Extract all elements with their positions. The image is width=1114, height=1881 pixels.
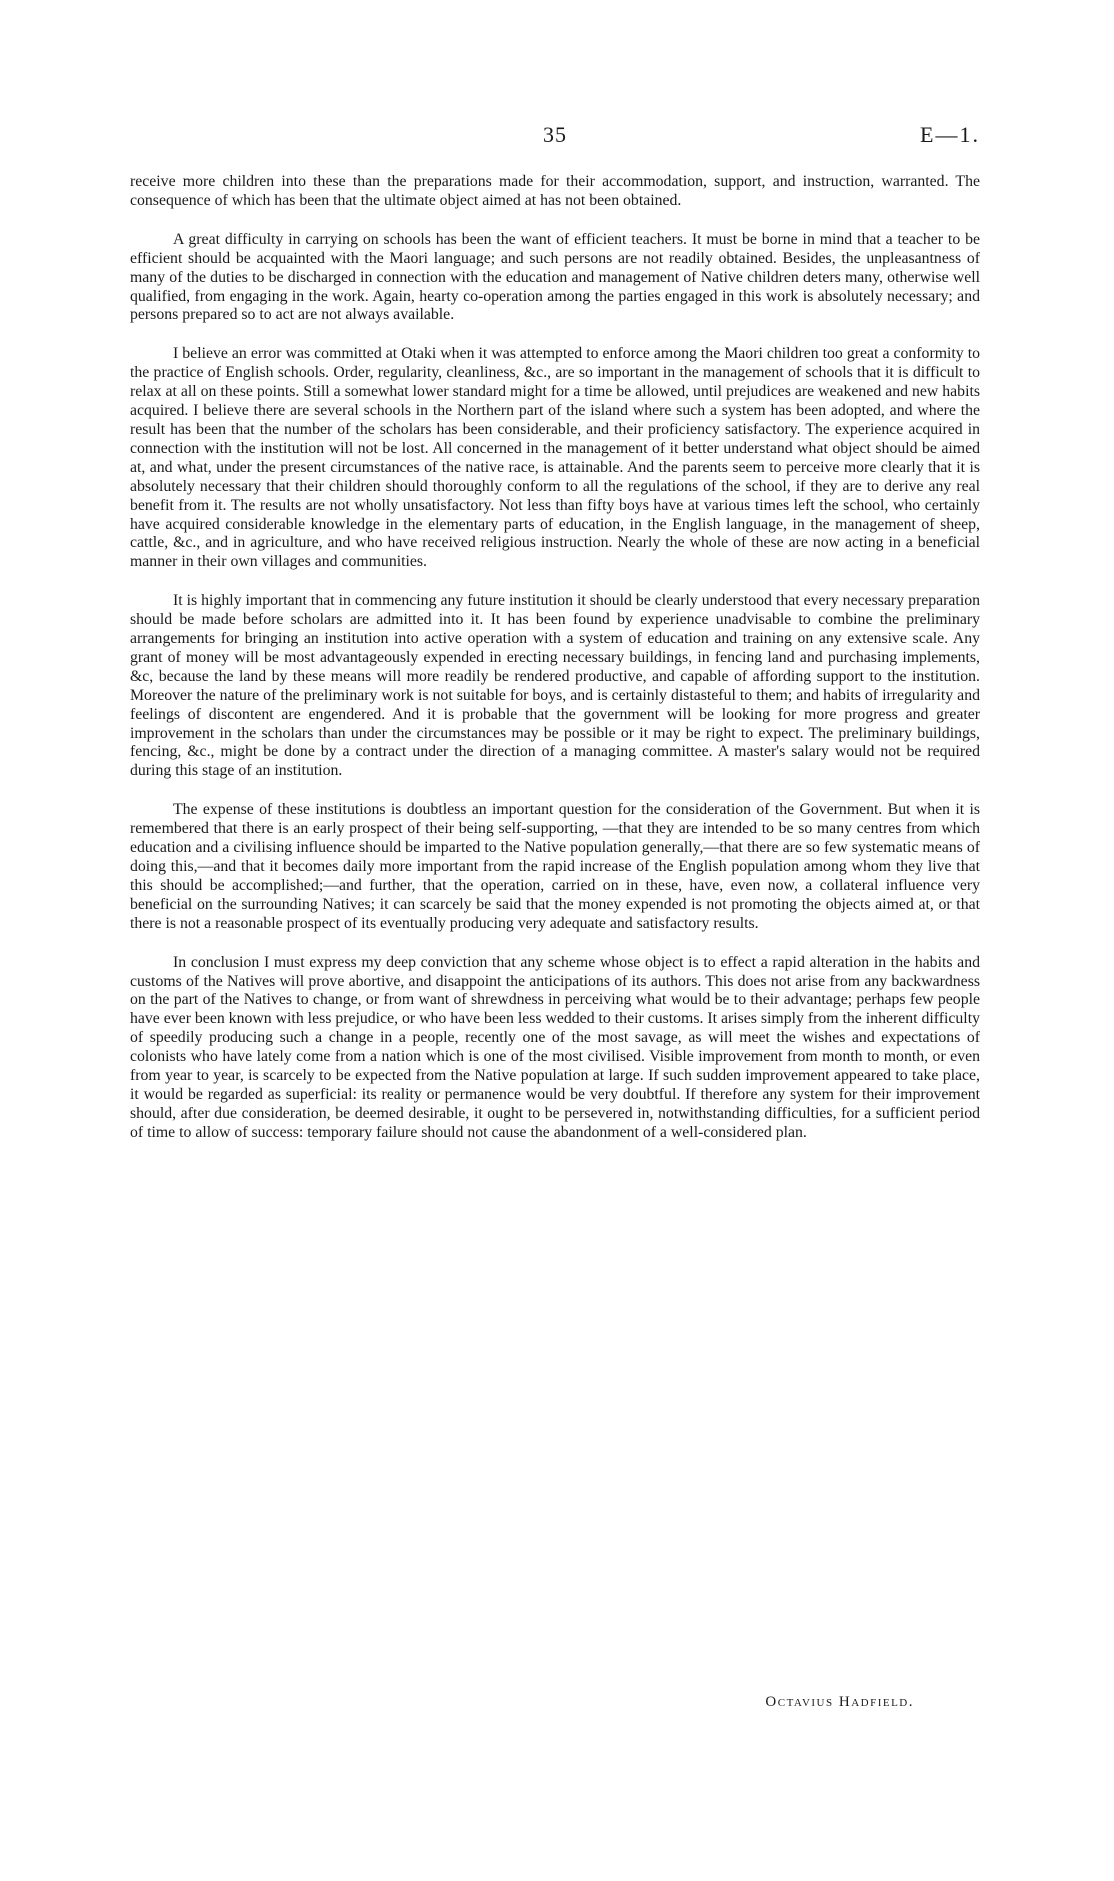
page-number: 35	[543, 122, 567, 147]
page-header	[130, 122, 980, 152]
paragraph-continuation: receive more children into these than the preparations made for their accommodation, support, and instruction, warranted. The consequence of which has been that the ultimate object aimed at has not been obtained.	[130, 173, 980, 209]
paragraph-conclusion: In conclusion I must express my deep conviction that any scheme whose object is to effect a rapid alteration in the habits and customs of the Natives will prove abortive, and disappoint the anticipations of its authors. This does not arise from any backwardness on the part of the Natives to change, or from want of shrewdness in perceiving what would be to their advantage; perhaps few people have ever been known with less prejudice, or who have been less wedded to their customs. It arises simply from the inherent difficulty of speedily producing such a change in a people, recently one of the most savage, as will meet the wishes and expectations of colonists who have lately come from a nation which is one of the most civilised. Visible improvement from month to month, or even from year to year, is scarcely to be expected from the Native population at large. If such sudden improvement appeared to take place, it would be regarded as superficial: its reality or permanence would be very doubtful. If therefore any system for their improvement should, after due consideration, be deemed desirable, it ought to be persevered in, notwithstanding difficulties, for a sufficient period of time to allow of success: temporary failure should not cause the abandonment of a well-considered plan.	[130, 953, 980, 1141]
paragraph-future-institution: It is highly important that in commencing any future institution it should be clearly understood that every necessary preparation should be made before scholars are admitted into it. It has been found by experience unadvisable to combine the preliminary arrangements for bringing an institution into active operation with a system of education and training on any extensive scale. Any grant of money will be most advantageously expended in erecting necessary buildings, in fencing land and purchasing implements, &c, because the land by these means will more readily be rendered productive, and capable of affording support to the institution. Moreover the nature of the preliminary work is not suitable for boys, and is certainly distasteful to them; and habits of irregularity and feelings of discontent are engendered. And it is probable that the government will be looking for more progress and greater improvement in the scholars than under the circumstances may be possible or it may be right to expect. The preliminary buildings, fencing, &c., might be done by a contract under the direction of a managing committee. A master's salary would not be required during this stage of an institution.	[130, 592, 980, 780]
body-text	[130, 173, 980, 1163]
paragraph-expense: The expense of these institutions is doubtless an important question for the consideration of the Government. But when it is remembered that there is an early prospect of their being self-supporting, —that they are intended to be so many centres from which education and a civilising influence should be imparted to the Native population generally,—that there are so few systematic means of doing this,—and that it becomes daily more important from the rapid increase of the English population among whom they live that this should be accomplished;—and further, that the operation, carried on in these, have, even now, a collateral influence very beneficial on the surrounding Natives; it can scarcely be said that the money expended is not promoting the objects aimed at, or that there is not a reasonable prospect of its eventually producing very adequate and satisfactory results.	[130, 801, 980, 932]
document-reference: E—1.	[920, 122, 980, 147]
signature: Octavius Hadfield.	[765, 1694, 914, 1710]
paragraph-otaki: I believe an error was committed at Otaki when it was attempted to enforce among the Maori children too great a conformity to the practice of English schools. Order, regularity, cleanliness, &c., are so important in the management of schools that it is difficult to relax at all on these points. Still a somewhat lower standard might for a time be allowed, until prejudices are weakened and new habits acquired. I believe there are several schools in the Northern part of the island where such a system has been adopted, and where the result has been that the number of the scholars has been considerable, and their proficiency satisfactory. The experience acquired in connection with the institution will not be lost. All concerned in the management of it better understand what object should be aimed at, and what, under the present circumstances of the native race, is attainable. And the parents seem to perceive more clearly that it is absolutely necessary that their children should thoroughly conform to all the regulations of the school, if they are to derive any real benefit from it. The results are not wholly unsatisfactory. Not less than fifty boys have at various times left the school, who certainly have acquired considerable knowledge in the elementary parts of education, in the English language, in the management of sheep, cattle, &c., and in agriculture, and who have received religious instruction. Nearly the whole of these are now acting in a beneficial manner in their own villages and communities.	[130, 345, 980, 571]
paragraph-teachers: A great difficulty in carrying on schools has been the want of efficient teachers. It must be borne in mind that a teacher to be efficient should be acquainted with the Maori language; and such persons are not readily obtained. Besides, the unpleasantness of many of the duties to be discharged in connection with the education and management of Native children deters many, otherwise well qualified, from engaging in the work. Again, hearty co-operation among the parties engaged in this work is absolutely necessary; and persons prepared so to act are not always available.	[130, 230, 980, 324]
